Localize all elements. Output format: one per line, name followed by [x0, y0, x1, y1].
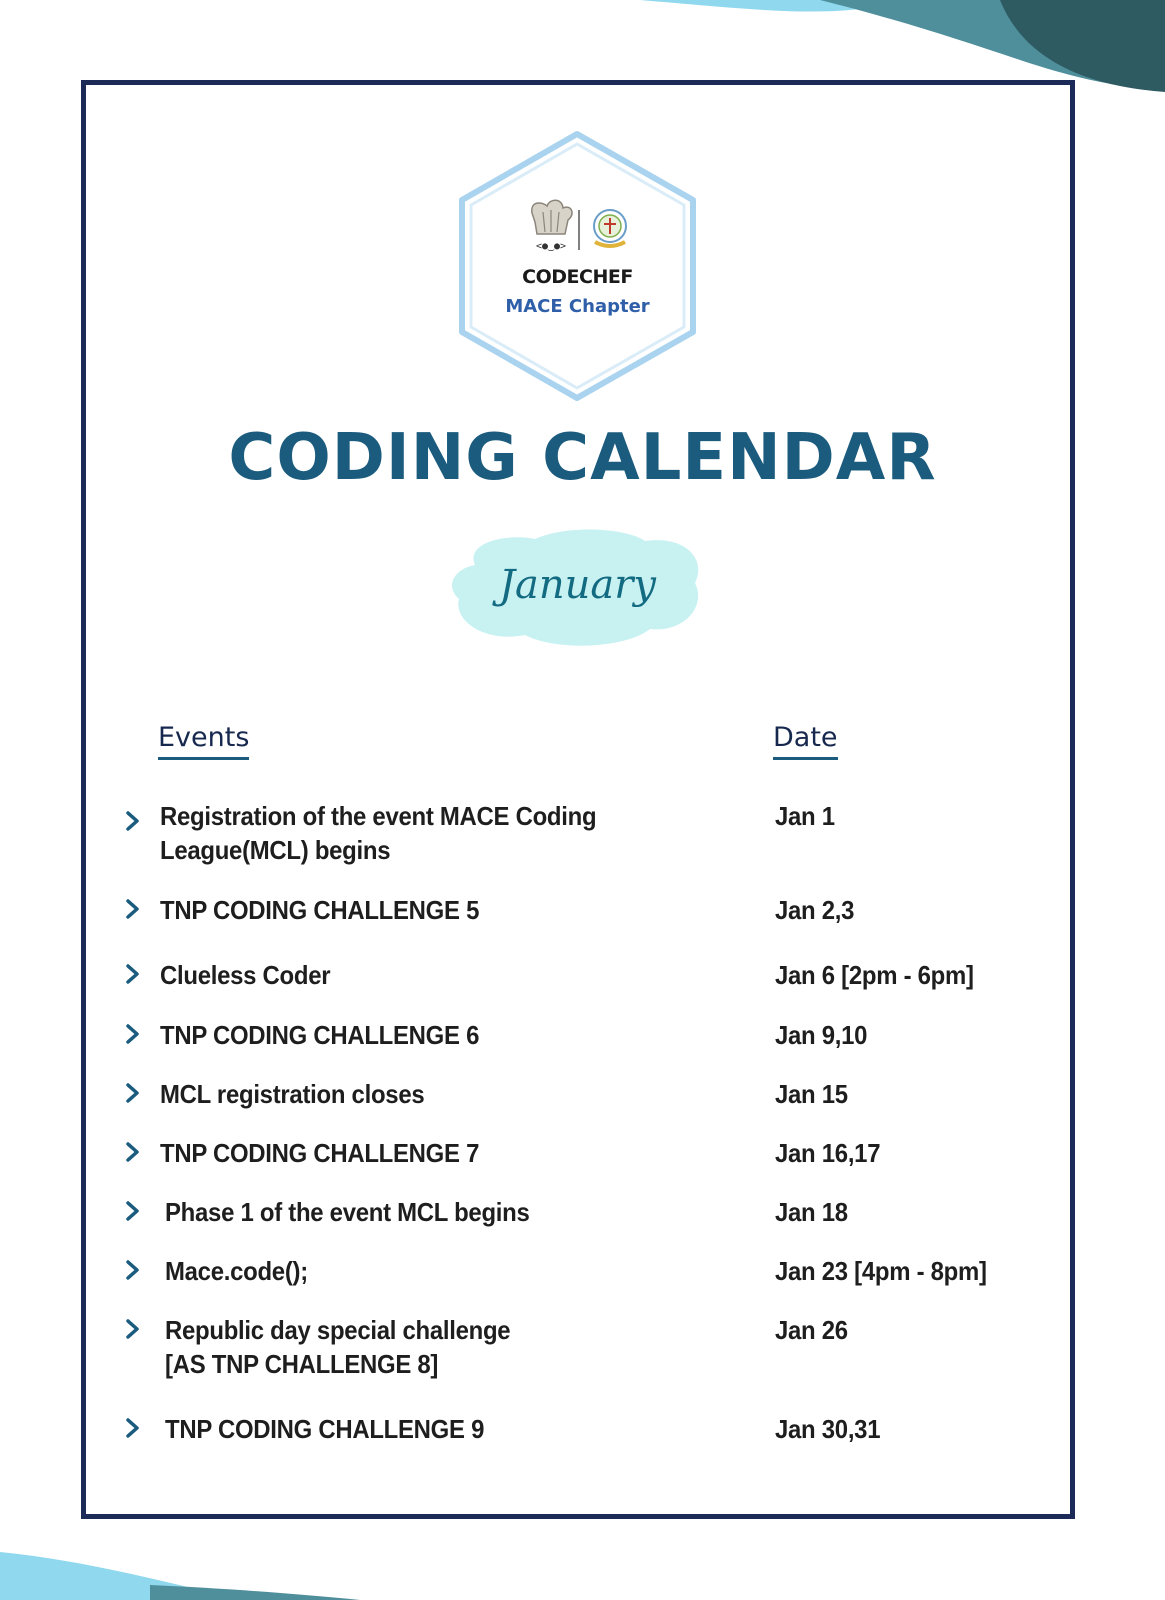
chevron-right-icon	[124, 1141, 142, 1163]
svg-text:<●‿●>: <●‿●>	[535, 241, 567, 252]
event-name: Phase 1 of the event MCL begins	[165, 1197, 530, 1227]
event-date: Jan 15	[775, 1079, 848, 1109]
bottom-left-wave-mid	[150, 1585, 360, 1600]
event-name: Mace.code();	[165, 1256, 308, 1286]
brand-name: CODECHEF	[522, 266, 633, 288]
chevron-right-icon	[124, 1259, 142, 1281]
event-row	[0, 1078, 1165, 1138]
brand-chapter: MACE Chapter	[505, 296, 650, 317]
event-name: TNP CODING CHALLENGE 5	[160, 895, 480, 925]
chevron-right-icon	[124, 1417, 142, 1439]
event-date: Jan 30,31	[775, 1414, 881, 1444]
event-name: TNP CODING CHALLENGE 9	[165, 1414, 485, 1444]
chevron-right-icon	[124, 963, 142, 985]
top-right-wave-mid	[820, 0, 1165, 88]
month-label: January	[499, 562, 656, 608]
event-row	[0, 894, 1165, 954]
event-date: Jan 2,3	[775, 895, 855, 925]
event-row	[0, 1196, 1165, 1256]
events-column-header: Events	[158, 724, 249, 760]
page-title: CODING CALENDAR	[228, 421, 937, 495]
event-row	[0, 1314, 1165, 1379]
event-date: Jan 16,17	[775, 1138, 881, 1168]
chevron-right-icon	[124, 1318, 142, 1340]
event-date: Jan 6 [2pm - 6pm]	[775, 960, 974, 990]
chevron-right-icon	[124, 810, 142, 832]
event-name: MCL registration closes	[160, 1079, 425, 1109]
event-date: Jan 26	[775, 1315, 848, 1345]
chevron-right-icon	[124, 898, 142, 920]
top-right-wave-light	[640, 0, 900, 12]
chevron-right-icon	[124, 1200, 142, 1222]
event-row	[0, 959, 1165, 1019]
event-name: Registration of the event MACE Coding League(MCL) begins	[160, 801, 597, 865]
event-name: TNP CODING CHALLENGE 7	[160, 1138, 480, 1168]
event-name: Clueless Coder	[160, 960, 331, 990]
bottom-left-wave-light	[0, 1552, 240, 1600]
event-row	[0, 800, 1165, 865]
event-date: Jan 18	[775, 1197, 848, 1227]
event-row	[0, 1255, 1165, 1315]
event-row	[0, 1137, 1165, 1197]
date-column-header: Date	[773, 724, 838, 760]
event-date: Jan 9,10	[775, 1020, 868, 1050]
event-name: Republic day special challenge [AS TNP CHALLENGE 8]	[165, 1315, 511, 1379]
chevron-right-icon	[124, 1023, 142, 1045]
event-row	[0, 1019, 1165, 1079]
event-name: TNP CODING CHALLENGE 6	[160, 1020, 480, 1050]
chef-hat-icon	[532, 200, 572, 252]
event-date: Jan 23 [4pm - 8pm]	[775, 1256, 987, 1286]
top-right-wave-dark	[1000, 0, 1165, 92]
event-row	[0, 1413, 1165, 1473]
event-date: Jan 1	[775, 801, 835, 831]
chevron-right-icon	[124, 1082, 142, 1104]
